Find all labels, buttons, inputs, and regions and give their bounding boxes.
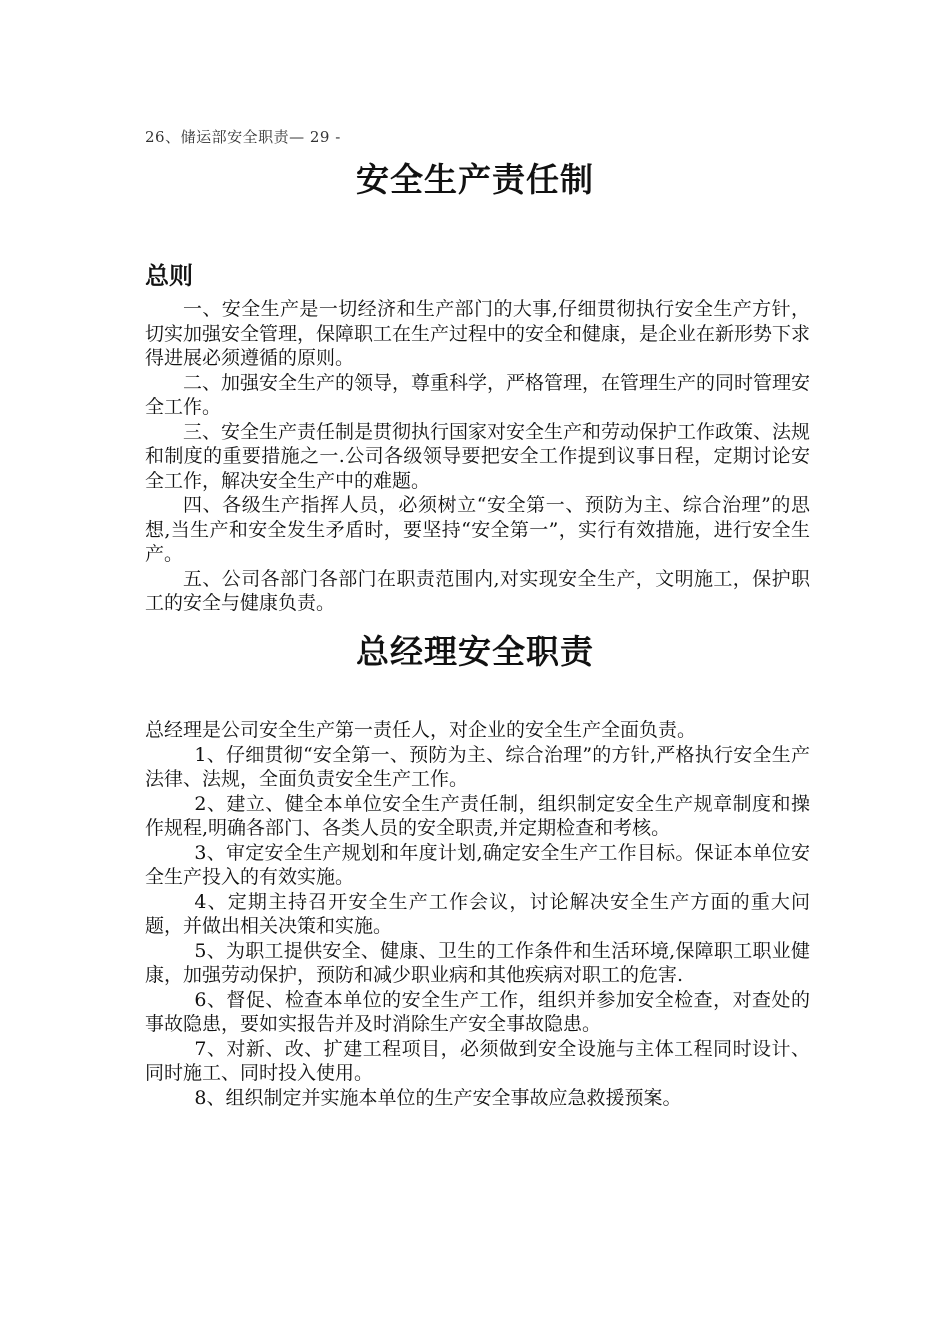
general-paragraph-3: 三、安全生产责任制是贯彻执行国家对安全生产和劳动保护工作政策、法规和制度的重要措施之一.公司各级领导要把安全工作提到议事日程，定期讨论安全工作，解决安全生产中的难题。 (145, 420, 811, 492)
general-paragraph-5: 五、公司各部门各部门在职责范围内,对实现安全生产，文明施工，保护职工的安全与健康负责。 (145, 567, 810, 614)
general-principles-heading: 总则 (145, 262, 193, 290)
gm-item-3: 3、审定安全生产规划和年度计划,确定安全生产工作目标。保证本单位安全生产投入的有效实施。 (145, 841, 810, 888)
gm-item-7: 7、对新、改、扩建工程项目，必须做到安全设施与主体工程同时设计、同时施工、同时投入使用。 (145, 1037, 810, 1084)
gm-section-body (145, 718, 810, 1110)
gm-item-6: 6、督促、检查本单位的安全生产工作，组织并参加安全检查，对查处的事故隐患，要如实报告并及时消除生产安全事故隐患。 (145, 988, 810, 1035)
gm-item-8: 8、组织制定并实施本单位的生产安全事故应急救援预案。 (194, 1086, 682, 1109)
toc-entry: 26、储运部安全职责— 29 - (145, 128, 341, 146)
gm-item-5: 5、为职工提供安全、健康、卫生的工作条件和生活环境,保障职工职业健康，加强劳动保护，预防和减少职业病和其他疾病对职工的危害. (145, 939, 810, 986)
gm-item-2: 2、建立、健全本单位安全生产责任制，组织制定安全生产规章制度和操作规程,明确各部门、各类人员的安全职责,并定期检查和考核。 (145, 792, 810, 839)
document-title: 安全生产责任制 (356, 160, 594, 199)
general-principles-body (145, 297, 810, 616)
general-paragraph-4: 四、各级生产指挥人员，必须树立“安全第一、预防为主、综合治理”的思想,当生产和安全发生矛盾时，要坚持“安全第一”，实行有效措施，进行安全生产。 (145, 494, 810, 565)
gm-item-4: 4、定期主持召开安全生产工作会议，讨论解决安全生产方面的重大问题，并做出相关决策和实施。 (145, 890, 810, 937)
general-paragraph-1: 一、安全生产是一切经济和生产部门的大事,仔细贯彻执行安全生产方针，切实加强安全管理，保障职工在生产过程中的安全和健康，是企业在新形势下求得进展必须遵循的原则。 (145, 298, 811, 369)
gm-item-1: 1、仔细贯彻“安全第一、预防为主、综合治理”的方针,严格执行安全生产法律、法规，全面负责安全生产工作。 (145, 743, 810, 790)
gm-intro: 总经理是公司安全生产第一责任人，对企业的安全生产全面负责。 (145, 719, 697, 741)
general-paragraph-2: 二、加强安全生产的领导，尊重科学，严格管理，在管理生产的同时管理安全工作。 (145, 371, 811, 418)
gm-section-title: 总经理安全职责 (356, 632, 594, 671)
